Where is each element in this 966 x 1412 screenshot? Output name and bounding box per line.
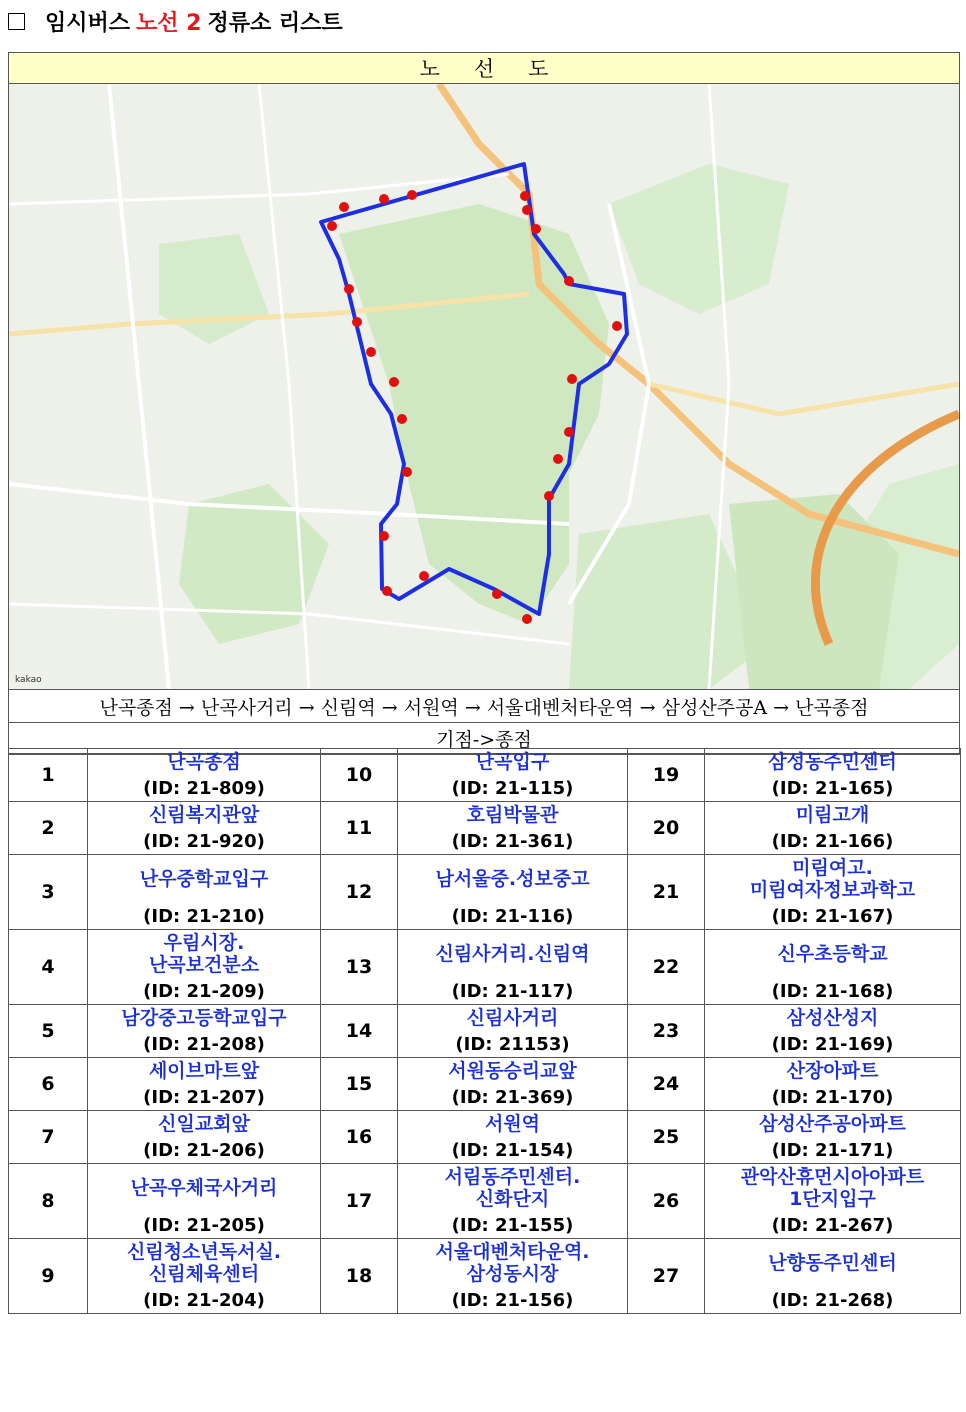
table-row-id — [9, 828, 961, 855]
stop-number: 23 — [628, 1005, 705, 1058]
stop-name — [398, 749, 628, 776]
stop-name-text: 난우중학교입구 — [139, 868, 269, 890]
stop-name — [88, 855, 321, 904]
stop-name-text: 관악산휴먼시아아파트 1단지입구 — [740, 1166, 925, 1210]
stop-name — [88, 1005, 321, 1032]
stop-name-text: 미림고개 — [795, 804, 870, 826]
stop-name-text: 신림복지관앞 — [148, 804, 260, 826]
stop-name-text: 삼성동주민센터 — [768, 751, 897, 773]
stop-name-text: 서원동승리교앞 — [448, 1060, 577, 1082]
stop-name-text: 신일교회앞 — [158, 1113, 250, 1135]
stop-name-text: 난곡우체국사거리 — [130, 1177, 278, 1199]
stop-id: (ID: 21-207) — [88, 1084, 321, 1111]
stop-name — [398, 802, 628, 829]
stop-name — [705, 1239, 961, 1288]
stop-name-text: 신림사거리 — [466, 1007, 559, 1029]
stop-number: 12 — [321, 855, 398, 930]
stop-name — [398, 1164, 628, 1213]
stop-id: (ID: 21-155) — [398, 1212, 628, 1239]
stop-number: 20 — [628, 802, 705, 855]
table-row — [9, 802, 961, 829]
stop-name — [398, 1239, 628, 1288]
stop-id: (ID: 21-168) — [705, 978, 961, 1005]
stop-name — [88, 930, 321, 979]
route-map-panel — [8, 52, 960, 755]
table-row-id — [9, 978, 961, 1005]
title-suffix: 정류소 리스트 — [207, 10, 343, 36]
checkbox-square-icon — [8, 13, 25, 30]
stop-id: (ID: 21-204) — [88, 1287, 321, 1314]
stop-id: (ID: 21-809) — [88, 775, 321, 802]
stop-number: 2 — [9, 802, 88, 855]
stop-number: 19 — [628, 749, 705, 802]
stop-name — [398, 1005, 628, 1032]
stop-name — [88, 1111, 321, 1138]
stop-name — [705, 802, 961, 829]
stop-name — [88, 1058, 321, 1085]
stop-id: (ID: 21-205) — [88, 1212, 321, 1239]
stop-id: (ID: 21-206) — [88, 1137, 321, 1164]
stop-name-text: 삼성산주공아파트 — [759, 1113, 906, 1135]
table-row — [9, 1111, 961, 1138]
direction-label: 기점->종점 — [9, 723, 959, 754]
stop-number: 6 — [9, 1058, 88, 1111]
route-map-image — [9, 84, 959, 689]
stop-id: (ID: 21-116) — [398, 903, 628, 930]
stop-name-text: 난곡종점 — [167, 751, 241, 773]
map-header: 노선도 — [9, 53, 959, 84]
stop-number: 26 — [628, 1164, 705, 1239]
stop-name — [705, 1164, 961, 1213]
stop-id: (ID: 21-210) — [88, 903, 321, 930]
stop-name — [88, 802, 321, 829]
stop-name-text: 미림여고. 미림여자정보과학고 — [749, 857, 916, 901]
stop-name — [398, 1058, 628, 1085]
stop-id: (ID: 21-167) — [705, 903, 961, 930]
table-row — [9, 930, 961, 979]
stop-name-text: 난향동주민센터 — [768, 1252, 897, 1274]
stop-id: (ID: 21-209) — [88, 978, 321, 1005]
stop-name-text: 서원역 — [484, 1113, 541, 1135]
stop-number: 16 — [321, 1111, 398, 1164]
stop-name-text: 산장아파트 — [786, 1060, 879, 1082]
stop-number: 24 — [628, 1058, 705, 1111]
stop-id: (ID: 21-369) — [398, 1084, 628, 1111]
page-title — [8, 4, 343, 38]
stop-name — [398, 1111, 628, 1138]
stop-id: (ID: 21-156) — [398, 1287, 628, 1314]
stop-number: 17 — [321, 1164, 398, 1239]
table-row-id — [9, 1212, 961, 1239]
stop-number: 25 — [628, 1111, 705, 1164]
stop-list-table — [8, 748, 961, 1314]
stop-name-text: 세이브마트앞 — [148, 1060, 260, 1082]
stop-id: (ID: 21-920) — [88, 828, 321, 855]
stop-name — [705, 1111, 961, 1138]
stop-name — [705, 749, 961, 776]
stop-name — [398, 930, 628, 979]
stop-id: (ID: 21-267) — [705, 1212, 961, 1239]
table-row — [9, 855, 961, 904]
stop-name — [705, 930, 961, 979]
stop-name — [705, 1005, 961, 1032]
table-row-id — [9, 903, 961, 930]
stop-id: (ID: 21-165) — [705, 775, 961, 802]
stop-id: (ID: 21-169) — [705, 1031, 961, 1058]
stop-id: (ID: 21-268) — [705, 1287, 961, 1314]
stop-name-text: 삼성산성지 — [786, 1007, 879, 1029]
stop-name — [88, 1239, 321, 1288]
table-row-id — [9, 1084, 961, 1111]
title-route-name: 노선 2 — [136, 10, 202, 36]
stop-name-text: 서림동주민센터. 신화단지 — [444, 1166, 581, 1210]
stop-number: 21 — [628, 855, 705, 930]
stop-name — [705, 855, 961, 904]
stop-name-text: 호림박물관 — [466, 804, 559, 826]
stop-name-text: 난곡입구 — [475, 751, 550, 773]
title-prefix: 임시버스 — [45, 10, 131, 36]
stop-number: 14 — [321, 1005, 398, 1058]
stop-name — [398, 855, 628, 904]
stop-number: 7 — [9, 1111, 88, 1164]
table-row — [9, 1164, 961, 1213]
route-map[interactable] — [9, 84, 959, 690]
table-row-id — [9, 775, 961, 802]
stop-name-text: 신림청소년독서실. 신림체육센터 — [126, 1241, 282, 1285]
table-row-id — [9, 1031, 961, 1058]
stop-number: 22 — [628, 930, 705, 1005]
stop-number: 27 — [628, 1239, 705, 1314]
map-attribution: kakao — [15, 675, 42, 685]
stop-number: 13 — [321, 930, 398, 1005]
stop-number: 9 — [9, 1239, 88, 1314]
stop-name-text: 서울대벤처타운역. 삼성동시장 — [435, 1241, 590, 1285]
stop-number: 3 — [9, 855, 88, 930]
stop-id: (ID: 21-170) — [705, 1084, 961, 1111]
stop-number: 8 — [9, 1164, 88, 1239]
stop-name-text: 신림사거리.신림역 — [435, 943, 590, 965]
stop-number: 10 — [321, 749, 398, 802]
table-row — [9, 1058, 961, 1085]
stop-name — [88, 1164, 321, 1213]
stop-number: 1 — [9, 749, 88, 802]
table-row — [9, 1005, 961, 1032]
table-row-id — [9, 1137, 961, 1164]
stop-number: 11 — [321, 802, 398, 855]
stop-name-text: 신우초등학교 — [777, 943, 888, 965]
stop-id: (ID: 21-208) — [88, 1031, 321, 1058]
stop-id: (ID: 21-171) — [705, 1137, 961, 1164]
stop-name — [705, 1058, 961, 1085]
stop-number: 18 — [321, 1239, 398, 1314]
stop-name-text: 남강중고등학교입구 — [121, 1007, 287, 1029]
stop-id: (ID: 21-166) — [705, 828, 961, 855]
stop-id: (ID: 21-361) — [398, 828, 628, 855]
stop-id: (ID: 21-115) — [398, 775, 628, 802]
table-row — [9, 1239, 961, 1288]
stop-id: (ID: 21-117) — [398, 978, 628, 1005]
route-summary: 난곡종점 → 난곡사거리 → 신림역 → 서원역 → 서울대벤처타운역 → 삼성산주공A → 난곡종점 — [9, 690, 959, 723]
stop-number: 4 — [9, 930, 88, 1005]
table-row — [9, 749, 961, 776]
stop-name-text: 우림시장. 난곡보건분소 — [148, 932, 260, 976]
stop-id: (ID: 21153) — [398, 1031, 628, 1058]
stop-number: 15 — [321, 1058, 398, 1111]
table-row-id — [9, 1287, 961, 1314]
stop-id: (ID: 21-154) — [398, 1137, 628, 1164]
stop-number: 5 — [9, 1005, 88, 1058]
stop-name — [88, 749, 321, 776]
stop-name-text: 남서울중.성보중고 — [435, 868, 590, 890]
